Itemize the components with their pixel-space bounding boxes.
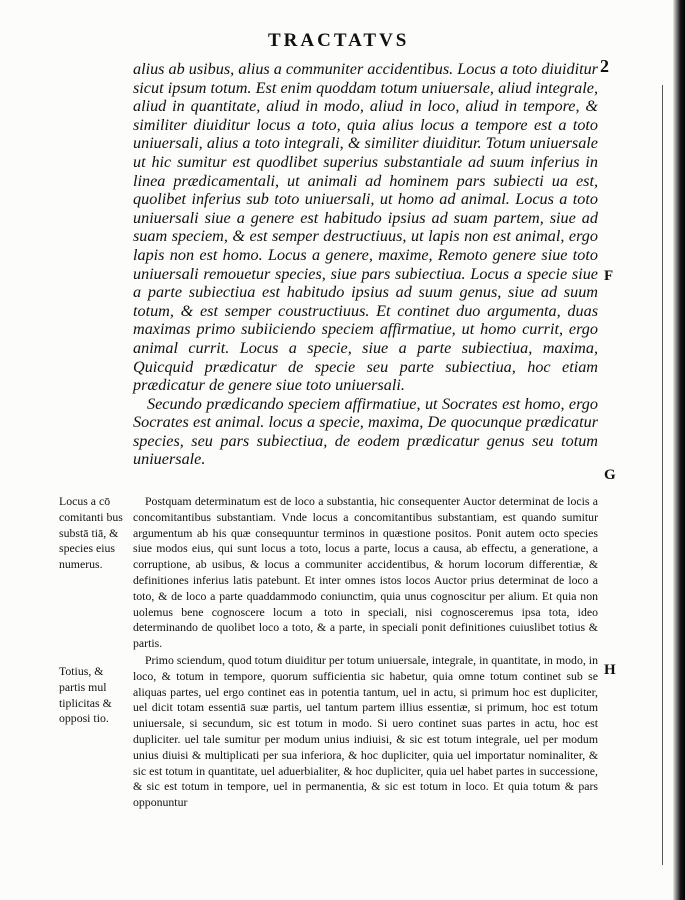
commentary-paragraph: Postquam determinatum est de loco a substantia, hic consequenter Auctor determinat de locis a concomitantibus substantiam. Vnde locus a concomitantibus substantiam, est quando sumitur argumentum ab his quæ consequuntur terminos in quæstione positos. Ponit autem octo species siue modos eius, qui sunt locus a toto, locus a parte, locus a causa, ab effectu, a generatione, a corruptione, ab usibus, & locus a communiter accidentibus, & horum locorum differentiæ, & definitiones inferius latis patebunt. Et inter omnes istos locos Auctor prius determinat de loco a toto, & de loco a parte quaddammodo coniunctim, quia unus cognoscitur per alium. Et quia non uolemus bene cognoscere locum a toto in speciali, nisi cognosceremus ipsa tota, ideo determinando de quolibet loco a toto, & a parte, in speciali ponit definitiones cuiuslibet totius & partis. xyxy=(133,494,598,651)
page-edge-line xyxy=(662,85,663,865)
main-paragraph: Secundo prædicando speciem affirmatiue, ut Socrates est homo, ergo Socrates est animal. locus a specie, maxima, De quocunque prædicatur species, seu pars subiectiua, de eodem prædicatur genus seu totum uniuersale. xyxy=(133,394,598,469)
commentary-block xyxy=(133,494,598,811)
binding-edge xyxy=(673,0,685,900)
margin-letter-g: G xyxy=(604,467,616,483)
side-note-totius: Totius, & partis mul tiplicitas & opposi tio. xyxy=(59,664,112,726)
margin-letter-h: H xyxy=(604,662,616,678)
page-mark: 2 xyxy=(600,56,609,76)
main-paragraph: alius ab usibus, alius a communiter accidentibus. Locus a toto diuiditur sicut ipsum totum. Est enim quoddam totum uniuersale, aliud integrale, aliud in quantitate, aliud in modo, aliud in loco, aliud in tempore, & similiter diuiditur locus a toto, quia alius locus a tempore est a toto uniuersali, alius a toto integrali, & similiter diuiditur. Totum uniuersale ut hic sumitur est quodlibet superius substantiale ad suum inferius in linea prædicamentali, ut animali ad hominem pars subiecti ua est, quolibet inferius sub toto uniuersali, ut homo ad animal. Locus a toto uniuersali siue a genere est habitudo ipsius ad suam partem, siue ad suam speciem, & est semper destructiuus, ut lapis non est animal, ergo lapis non est homo. Locus a genere, maxime, Remoto genere siue toto uniuersali remouetur species, siue pars subiectiua. Locus a specie siue a parte subiectiua est habitudo ipsius ad suum genus, siue ad suum totum, & est semper coustructiuus. Et continet duo argumenta, duas maximas primo subiiciendo speciem affirmatiue, ut homo currit, ergo animal currit. Locus a specie, siue a parte subiectiua, maxima, Quicquid prædicatur de specie seu parte subiectiua, hoc etiam prædicatur de genere siue toto uniuersali. xyxy=(133,60,598,395)
margin-letter-f: F xyxy=(604,268,614,284)
side-note-concomitant: Locus a cō comitanti bus substā tiā, & species eius numerus. xyxy=(59,494,123,572)
commentary-paragraph: Primo sciendum, quod totum diuiditur per totum uniuersale, integrale, in quantitate, in modo, in loco, & totum in tempore, quorum sufficientia sic habetur, quia omne totum continet sub se aliquas partes, uel ergo continet eas in potentia tantum, uel in actu, si primum hoc est dupliciter, uel dicit totam essentiā suæ partis, uel tantum partem illius essentiæ, si primum, hoc est totum uniuersale, si secundum, sic est totum in modo. Si uero continet suas partes in actu, hoc est dupliciter. uel tale sumitur per modum unius indiuisi, & sic est totum integrale, uel per modum unius diuisi & multiplicati per sua inferiora, & hoc dupliciter, quia uel importatur nominaliter, & sic est totum in quantitate, uel aduerbialiter, & hoc dupliciter, quia uel habet partes in successione, & sic est totum in tempore, uel in permanentia, & sic est totum in loco. Et quia totum & pars opponuntur xyxy=(133,652,598,810)
main-text-block xyxy=(133,60,598,469)
running-title: TRACTATVS xyxy=(268,30,410,51)
